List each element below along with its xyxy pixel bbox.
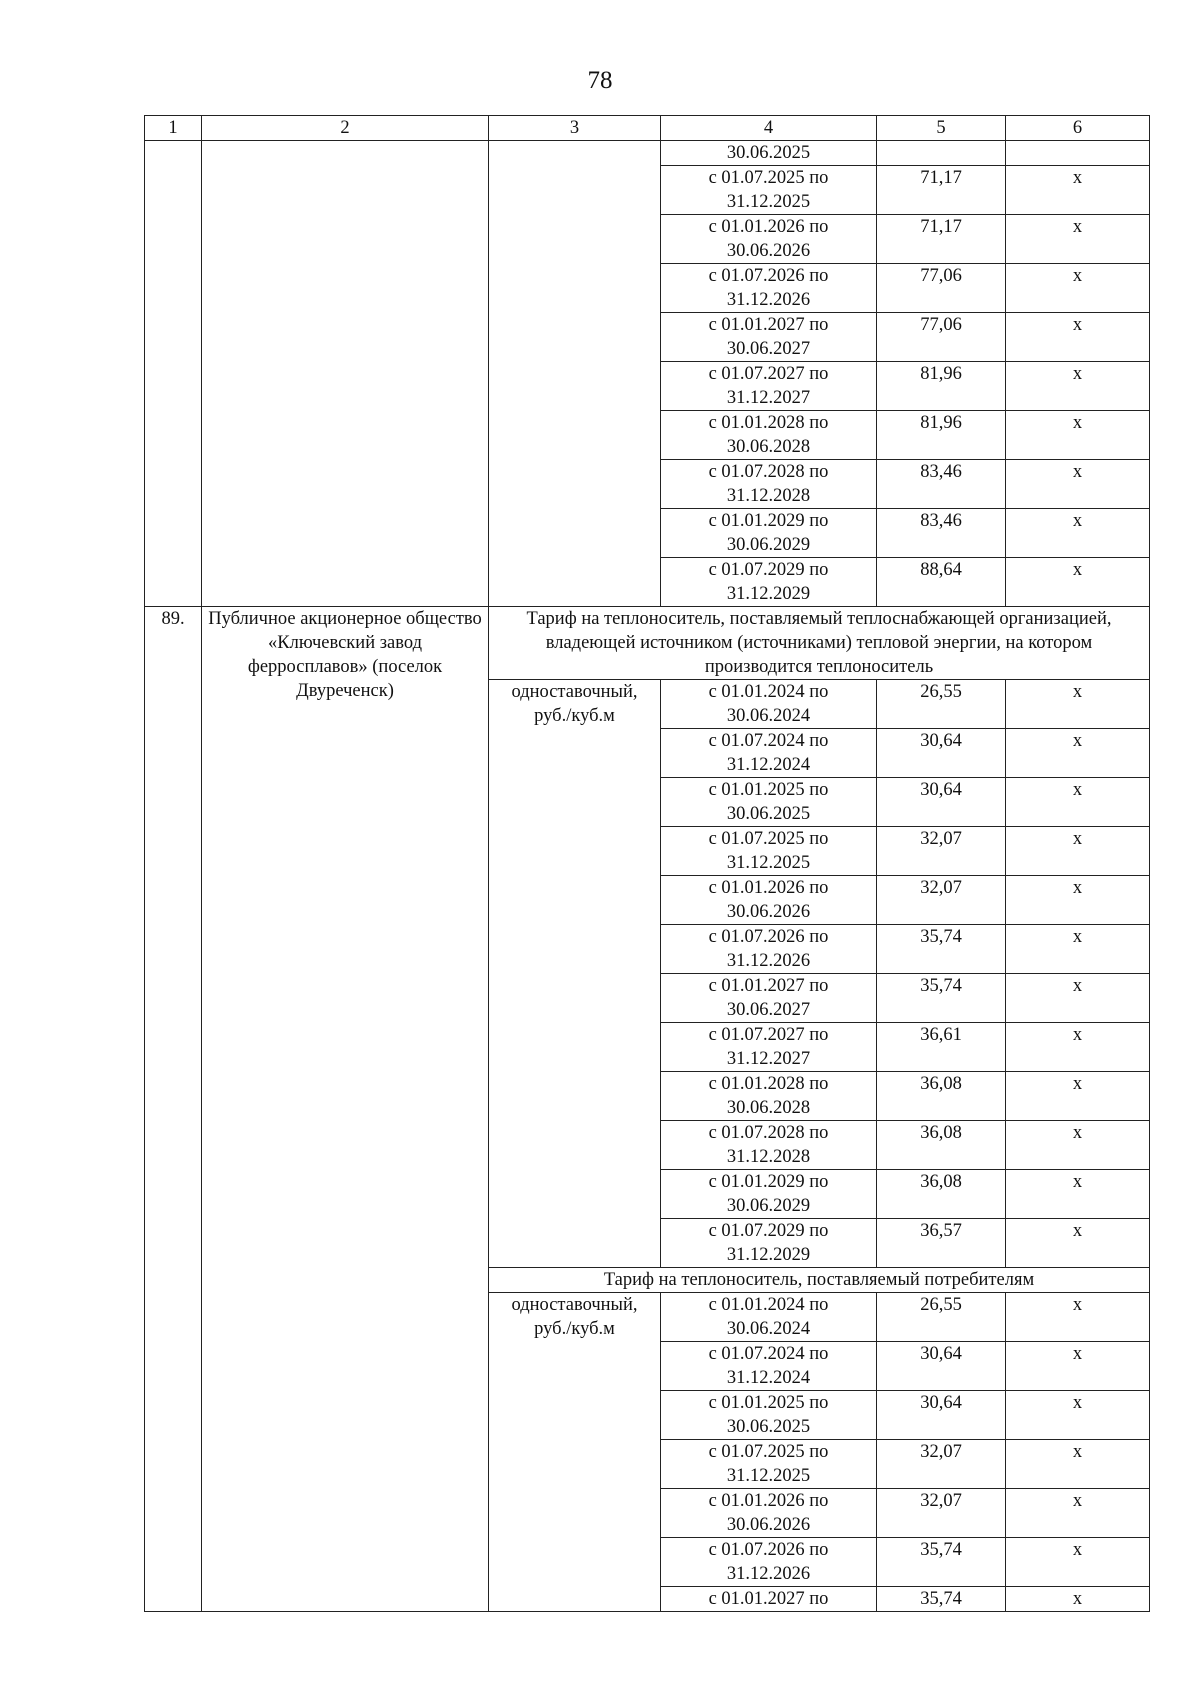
- value-cell: 26,55: [877, 1293, 1006, 1342]
- period-cell: с 01.07.2025 по 31.12.2025: [661, 1440, 877, 1489]
- period-cell: с 01.01.2024 по 30.06.2024: [661, 1293, 877, 1342]
- mark-cell: х: [1006, 411, 1150, 460]
- period-cell: с 01.07.2028 по 31.12.2028: [661, 1121, 877, 1170]
- mark-cell: х: [1006, 925, 1150, 974]
- value-cell: 36,61: [877, 1023, 1006, 1072]
- continued-unit-cell: [489, 141, 661, 607]
- value-cell: 30,64: [877, 1391, 1006, 1440]
- value-cell: 81,96: [877, 411, 1006, 460]
- value-cell: 35,74: [877, 974, 1006, 1023]
- mark-cell: х: [1006, 876, 1150, 925]
- mark-cell: х: [1006, 215, 1150, 264]
- mark-cell: х: [1006, 1391, 1150, 1440]
- mark-cell: х: [1006, 1587, 1150, 1612]
- value-cell: 30,64: [877, 778, 1006, 827]
- period-cell: с 01.07.2028 по 31.12.2028: [661, 460, 877, 509]
- mark-cell: х: [1006, 460, 1150, 509]
- mark-cell: х: [1006, 509, 1150, 558]
- continued-organization-cell: [202, 141, 489, 607]
- period-cell: с 01.01.2029 по 30.06.2029: [661, 1170, 877, 1219]
- period-cell: с 01.07.2026 по 31.12.2026: [661, 264, 877, 313]
- value-cell: 88,64: [877, 558, 1006, 607]
- entry-row: [145, 607, 1150, 680]
- mark-cell: х: [1006, 313, 1150, 362]
- column-header: 6: [1006, 116, 1150, 141]
- organization-name: Публичное акционерное общество «Ключевский завод ферросплавов» (поселок Двуреченск): [202, 607, 489, 1612]
- period-cell: с 01.01.2027 по: [661, 1587, 877, 1612]
- mark-cell: х: [1006, 1293, 1150, 1342]
- period-cell: с 01.01.2028 по 30.06.2028: [661, 1072, 877, 1121]
- value-cell: 36,08: [877, 1121, 1006, 1170]
- mark-cell: х: [1006, 1342, 1150, 1391]
- value-cell: 81,96: [877, 362, 1006, 411]
- period-cell: с 01.07.2026 по 31.12.2026: [661, 1538, 877, 1587]
- value-cell: 32,07: [877, 1440, 1006, 1489]
- period-cell: с 01.01.2027 по 30.06.2027: [661, 974, 877, 1023]
- value-cell: 36,08: [877, 1072, 1006, 1121]
- value-cell: 35,74: [877, 1587, 1006, 1612]
- column-header: 4: [661, 116, 877, 141]
- continued-number-cell: [145, 141, 202, 607]
- period-cell: 30.06.2025: [661, 141, 877, 166]
- column-header: 5: [877, 116, 1006, 141]
- mark-cell: х: [1006, 1170, 1150, 1219]
- column-header: 3: [489, 116, 661, 141]
- section-title: Тариф на теплоноситель, поставляемый потребителям: [489, 1268, 1150, 1293]
- period-cell: с 01.07.2026 по 31.12.2026: [661, 925, 877, 974]
- period-cell: с 01.07.2025 по 31.12.2025: [661, 166, 877, 215]
- unit-cell: одноставочный, руб./куб.м: [489, 1293, 661, 1612]
- value-cell: 26,55: [877, 680, 1006, 729]
- value-cell: 71,17: [877, 215, 1006, 264]
- value-cell: 32,07: [877, 827, 1006, 876]
- mark-cell: [1006, 141, 1150, 166]
- period-cell: с 01.01.2026 по 30.06.2026: [661, 215, 877, 264]
- mark-cell: х: [1006, 1121, 1150, 1170]
- value-cell: 35,74: [877, 1538, 1006, 1587]
- column-header: 1: [145, 116, 202, 141]
- value-cell: 36,08: [877, 1170, 1006, 1219]
- unit-cell: одноставочный, руб./куб.м: [489, 680, 661, 1268]
- period-cell: с 01.07.2027 по 31.12.2027: [661, 1023, 877, 1072]
- tariff-table: [144, 115, 1150, 1612]
- mark-cell: х: [1006, 1440, 1150, 1489]
- value-cell: [877, 141, 1006, 166]
- mark-cell: х: [1006, 974, 1150, 1023]
- mark-cell: х: [1006, 827, 1150, 876]
- value-cell: 30,64: [877, 729, 1006, 778]
- period-cell: с 01.01.2025 по 30.06.2025: [661, 778, 877, 827]
- page-number: 78: [587, 67, 613, 94]
- period-cell: с 01.01.2026 по 30.06.2026: [661, 1489, 877, 1538]
- mark-cell: х: [1006, 729, 1150, 778]
- mark-cell: х: [1006, 264, 1150, 313]
- value-cell: 35,74: [877, 925, 1006, 974]
- value-cell: 36,57: [877, 1219, 1006, 1268]
- value-cell: 71,17: [877, 166, 1006, 215]
- value-cell: 32,07: [877, 876, 1006, 925]
- mark-cell: х: [1006, 1072, 1150, 1121]
- value-cell: 77,06: [877, 313, 1006, 362]
- mark-cell: х: [1006, 166, 1150, 215]
- mark-cell: х: [1006, 1023, 1150, 1072]
- entry-number: 89.: [145, 607, 202, 1612]
- table-row: [145, 141, 1150, 166]
- value-cell: 83,46: [877, 460, 1006, 509]
- mark-cell: х: [1006, 680, 1150, 729]
- period-cell: с 01.01.2025 по 30.06.2025: [661, 1391, 877, 1440]
- period-cell: с 01.07.2024 по 31.12.2024: [661, 1342, 877, 1391]
- mark-cell: х: [1006, 778, 1150, 827]
- period-cell: с 01.07.2025 по 31.12.2025: [661, 827, 877, 876]
- period-cell: с 01.01.2027 по 30.06.2027: [661, 313, 877, 362]
- period-cell: с 01.07.2029 по 31.12.2029: [661, 1219, 877, 1268]
- period-cell: с 01.07.2024 по 31.12.2024: [661, 729, 877, 778]
- period-cell: с 01.07.2027 по 31.12.2027: [661, 362, 877, 411]
- column-number-row: [145, 116, 1150, 141]
- column-header: 2: [202, 116, 489, 141]
- period-cell: с 01.01.2028 по 30.06.2028: [661, 411, 877, 460]
- section-title: Тариф на теплоноситель, поставляемый теплоснабжающей организацией, владеющей источником (источниками) тепловой энергии, на котором производится теплоноситель: [489, 607, 1150, 680]
- period-cell: с 01.01.2026 по 30.06.2026: [661, 876, 877, 925]
- value-cell: 32,07: [877, 1489, 1006, 1538]
- mark-cell: х: [1006, 1538, 1150, 1587]
- period-cell: с 01.01.2024 по 30.06.2024: [661, 680, 877, 729]
- mark-cell: х: [1006, 1219, 1150, 1268]
- mark-cell: х: [1006, 1489, 1150, 1538]
- mark-cell: х: [1006, 362, 1150, 411]
- value-cell: 83,46: [877, 509, 1006, 558]
- period-cell: с 01.01.2029 по 30.06.2029: [661, 509, 877, 558]
- value-cell: 30,64: [877, 1342, 1006, 1391]
- mark-cell: х: [1006, 558, 1150, 607]
- value-cell: 77,06: [877, 264, 1006, 313]
- period-cell: с 01.07.2029 по 31.12.2029: [661, 558, 877, 607]
